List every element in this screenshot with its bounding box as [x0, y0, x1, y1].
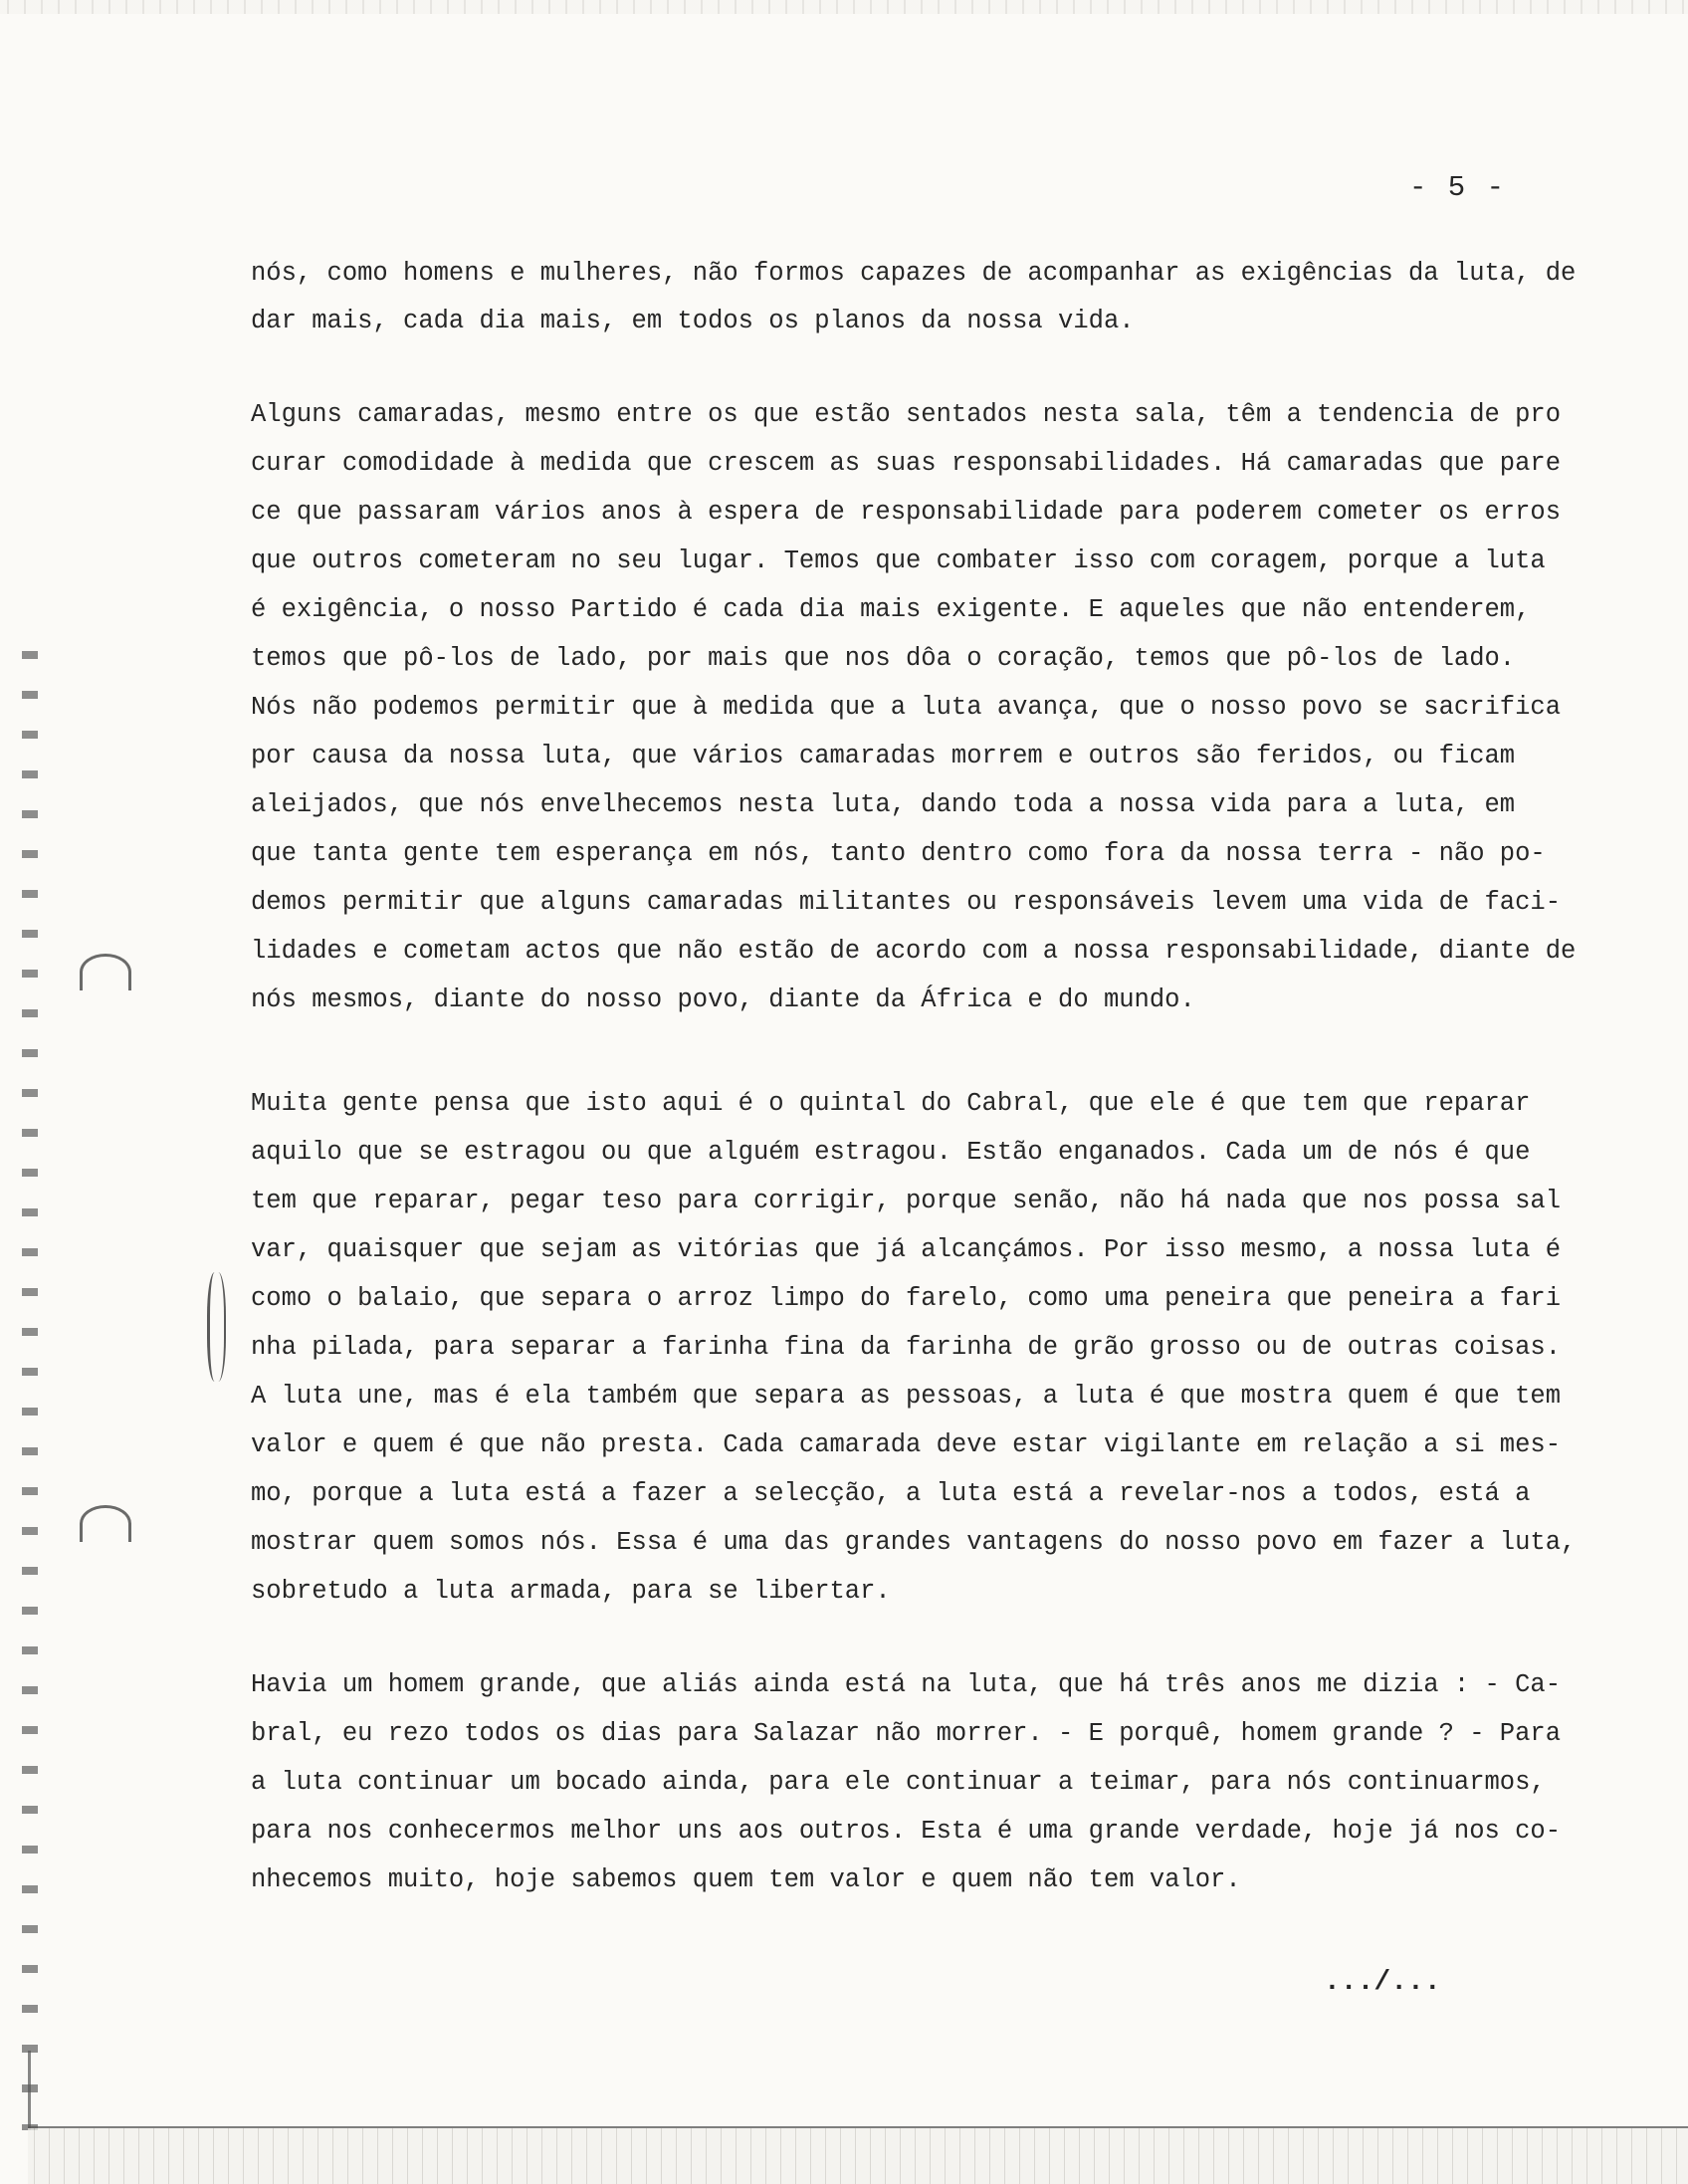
text-line: dar mais, cada dia mais, em todos os planos da nossa vida. — [251, 307, 1135, 335]
text-line: nós, como homens e mulheres, não formos capazes de acompanhar as exigências da luta, de — [251, 259, 1577, 288]
margin-bracket-mark — [207, 1272, 226, 1382]
text-line: nha pilada, para separar a farinha fina da farinha de grão grosso ou de outras coisas. — [251, 1333, 1562, 1362]
text-line: por causa da nossa luta, que vários camaradas morrem e outros são feridos, ou ficam — [251, 742, 1516, 770]
text-line: é exigência, o nosso Partido é cada dia mais exigente. E aqueles que não entenderem, — [251, 595, 1531, 624]
text-line: sobretudo a luta armada, para se libertar. — [251, 1577, 891, 1606]
text-line: Alguns camaradas, mesmo entre os que estão sentados nesta sala, têm a tendencia de pro — [251, 400, 1562, 429]
text-line: curar comodidade à medida que crescem as suas responsabilidades. Há camaradas que pare — [251, 449, 1562, 478]
text-line: temos que pô-los de lado, por mais que nos dôa o coração, temos que pô-los de lado. — [251, 644, 1516, 673]
scan-bottom-edge — [28, 2126, 1688, 2184]
punch-hole-icon — [80, 1505, 131, 1542]
text-line: lidades e cometam actos que não estão de acordo com a nossa responsabilidade, diante de — [251, 937, 1577, 966]
text-line: mo, porque a luta está a fazer a selecção, a luta está a revelar-nos a todos, está a — [251, 1479, 1531, 1508]
text-line: a luta continuar um bocado ainda, para ele continuar a teimar, para nós continuarmos, — [251, 1768, 1546, 1797]
text-line: ce que passaram vários anos à espera de responsabilidade para poderem cometer os erros — [251, 498, 1562, 527]
punch-hole-icon — [80, 954, 131, 990]
text-line: nhecemos muito, hoje sabemos quem tem valor e quem não tem valor. — [251, 1865, 1241, 1894]
text-line: que outros cometeram no seu lugar. Temos que combater isso com coragem, porque a luta — [251, 546, 1546, 575]
text-line: mostrar quem somos nós. Essa é uma das grandes vantagens do nosso povo em fazer a luta, — [251, 1528, 1577, 1557]
scan-left-edge-mark — [28, 2051, 31, 2130]
text-line: Muita gente pensa que isto aqui é o quintal do Cabral, que ele é que tem que reparar — [251, 1089, 1531, 1118]
text-line: aquilo que se estragou ou que alguém estragou. Estão enganados. Cada um de nós é que — [251, 1138, 1531, 1167]
text-line: para nos conhecermos melhor uns aos outros. Esta é uma grande verdade, hoje já nos co- — [251, 1817, 1562, 1846]
text-line: Nós não podemos permitir que à medida que a luta avança, que o nosso povo se sacrifica — [251, 693, 1562, 722]
scan-top-edge — [0, 0, 1688, 14]
text-line: como o balaio, que separa o arroz limpo do farelo, como uma peneira que peneira a fari — [251, 1284, 1562, 1313]
page-number: - 5 - — [1409, 171, 1507, 204]
scan-left-edge — [22, 637, 38, 2130]
text-line: aleijados, que nós envelhecemos nesta luta, dando toda a nossa vida para a luta, em — [251, 790, 1516, 819]
text-line: nós mesmos, diante do nosso povo, diante da África e do mundo. — [251, 985, 1195, 1014]
text-line: Havia um homem grande, que aliás ainda está na luta, que há três anos me dizia : - Ca- — [251, 1670, 1562, 1699]
text-line: que tanta gente tem esperança em nós, tanto dentro como fora da nossa terra - não po- — [251, 839, 1546, 868]
page-continuation-mark: .../... — [1324, 1967, 1441, 1998]
text-line: tem que reparar, pegar teso para corrigir, porque senão, não há nada que nos possa sal — [251, 1187, 1562, 1215]
text-line: valor e quem é que não presta. Cada camarada deve estar vigilante em relação a si mes- — [251, 1430, 1562, 1459]
text-line: bral, eu rezo todos os dias para Salazar não morrer. - E porquê, homem grande ? - Para — [251, 1719, 1562, 1748]
text-line: A luta une, mas é ela também que separa as pessoas, a luta é que mostra quem é que tem — [251, 1382, 1562, 1411]
text-line: demos permitir que alguns camaradas militantes ou responsáveis levem uma vida de faci- — [251, 888, 1562, 917]
text-line: var, quaisquer que sejam as vitórias que já alcançámos. Por isso mesmo, a nossa luta é — [251, 1235, 1562, 1264]
